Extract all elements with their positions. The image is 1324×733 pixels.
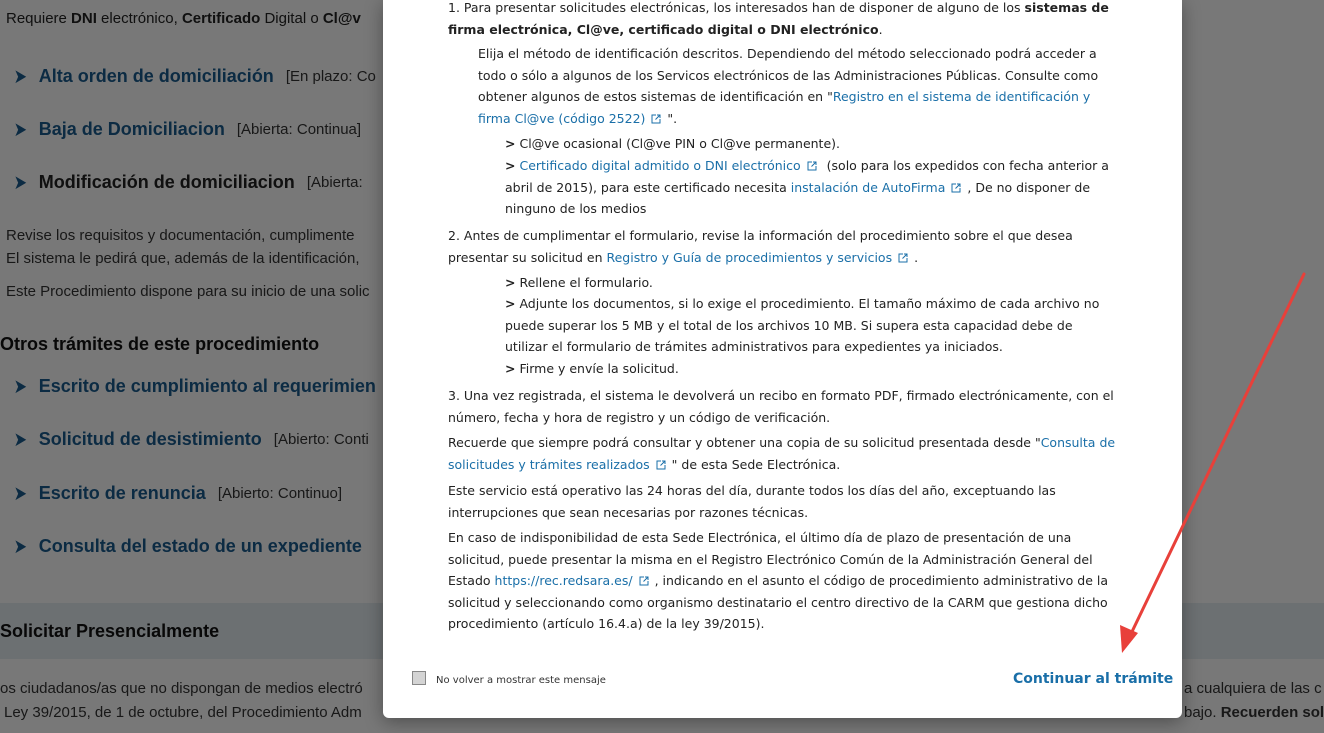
- step-2-paragraph: [448, 225, 1118, 268]
- consulta-solicitudes-link[interactable]: Consulta de solicitudes y trámites realizados: [448, 435, 1116, 472]
- step-1-paragraph: [448, 0, 1118, 40]
- identification-text: ".: [667, 110, 678, 126]
- external-link-icon: [656, 460, 666, 470]
- external-link-icon: [807, 161, 817, 171]
- no-show-label[interactable]: No volver a mostrar este mensaje: [436, 675, 606, 686]
- identification-text: Elija el método de identificación descritos. Dependiendo del método seleccionado podrá acceder a todo o sólo a algunos de los Servicos electrónicos de las Administraciones Públicas. Consulte como obtener algunos de estos sistemas de identificación en ": [478, 46, 1099, 105]
- step-1-bold: sistemas de firma electrónica, Cl@ve, certificado digital o DNI electrónico: [448, 0, 1109, 37]
- list-item-clave: [505, 133, 1118, 155]
- unavailability-text: , indicando en el asunto el código de procedimiento administrativo de la solicitud y seleccionando como organismo destinatario el centro directivo de la CARM que gestiona dicho procedimiento (artículo 16.4.a) de la ley 39/2015).: [448, 573, 1109, 632]
- item-marker: >: [505, 361, 516, 376]
- list-item-firme: [505, 358, 1118, 380]
- list-item-adjunte: [505, 293, 1118, 358]
- step-3-paragraph: 3. Una vez registrada, el sistema le devolverá un recibo en formato PDF, firmado electrónicamente, con el número, fecha y hora de registro y un código de verificación.: [448, 388, 1114, 425]
- external-link-icon: [951, 183, 961, 193]
- consulta-text: Recuerde que siempre podrá consultar y obtener una copia de su solicitud presentada desde ": [448, 435, 1041, 450]
- item-marker: >: [505, 296, 516, 311]
- unavailability-text: En caso de indisponibilidad de esta Sede Electrónica, el último día de plazo de presentación de una solicitud, puede presentar la misma en el Registro Electrónico Común de la Administración General del Estado: [448, 530, 1093, 589]
- step-2-text: 2. Antes de cumplimentar el formulario, revise la información del procedimiento sobre el que desea presentar su solicitud en: [448, 228, 1073, 265]
- consulta-text: " de esta Sede Electrónica.: [671, 456, 841, 472]
- continue-button[interactable]: Continuar al trámite: [1013, 671, 1174, 687]
- redsara-link[interactable]: https://rec.redsara.es/: [494, 573, 633, 589]
- external-link-icon: [898, 253, 908, 263]
- step-1-text: .: [878, 21, 883, 37]
- item-marker: >: [505, 136, 516, 151]
- step-1-text: 1. Para presentar solicitudes electrónicas, los interesados han de disponer de alguno de los: [448, 0, 1025, 15]
- info-modal: [383, 0, 1182, 718]
- item-marker: >: [505, 158, 516, 173]
- availability-paragraph: Este servicio está operativo las 24 horas del día, durante todos los días del año, exceptuando las interrupciones que sean necesarias por razones técnicas.: [448, 483, 1056, 520]
- no-show-checkbox[interactable]: [412, 671, 426, 685]
- list-item-rellene: [505, 272, 1118, 294]
- registro-guia-link[interactable]: Registro y Guía de procedimientos y servicios: [606, 249, 893, 265]
- autofirma-link[interactable]: instalación de AutoFirma: [790, 179, 946, 195]
- external-link-icon: [639, 576, 649, 586]
- item-text: (solo para los expedidos con fecha anterior a abril de 2015), para este certificado necesita: [505, 158, 1109, 195]
- unavailability-paragraph: [448, 527, 1118, 635]
- certificado-link[interactable]: Certificado digital admitido o DNI electrónico: [519, 158, 801, 173]
- identification-paragraph: [478, 43, 1118, 129]
- external-link-icon: [651, 114, 661, 124]
- item-text: , De no disponer de ninguno de los medios: [505, 179, 1091, 217]
- clave-registration-link[interactable]: Registro en el sistema de identificación y firma Cl@ve (código 2522): [478, 89, 1091, 126]
- step-2-text: .: [914, 249, 919, 265]
- item-text: Firme y envíe la solicitud.: [519, 361, 679, 376]
- item-marker: >: [505, 275, 516, 290]
- item-text: Cl@ve ocasional (Cl@ve PIN o Cl@ve permanente).: [519, 136, 841, 151]
- item-text: Rellene el formulario.: [519, 275, 653, 290]
- list-item-certificado: [505, 155, 1118, 220]
- consulta-paragraph: [448, 432, 1118, 475]
- item-text: Adjunte los documentos, si lo exige el procedimiento. El tamaño máximo de cada archivo no puede superar los 5 MB y el total de los archivos 10 MB. Si supera esta capacidad debe de utilizar el formulario de trámites administrativos para expedientes ya iniciados.: [505, 296, 1100, 355]
